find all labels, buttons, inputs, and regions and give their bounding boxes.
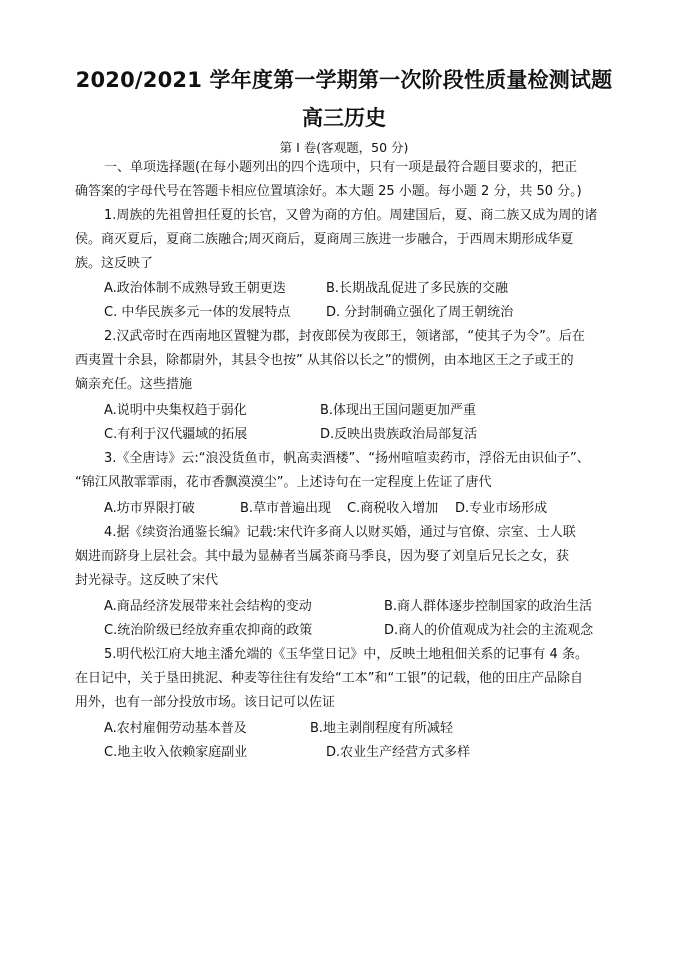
- question-5-option-a: A.农村雇佣劳动基本普及: [104, 721, 247, 736]
- question-1-option-a: A.政治体制不成熟导致王朝更迭: [104, 281, 286, 296]
- question-5-stem: 5.明代松江府大地主潘允端的《玉华堂日记》中，反映土地租佃关系的记事有 4 条。: [104, 647, 588, 662]
- question-2-stem: 嫡亲充任。这些措施: [75, 377, 193, 392]
- question-5-stem: 用外，也有一部分投放市场。该日记可以佐证: [75, 695, 336, 710]
- question-1-stem: 侯。商灭夏后，夏商二族融合;周灭商后，夏商周三族进一步融合，于西周末期形成华夏: [75, 232, 574, 247]
- question-4-stem: 封光禄寺。这反映了宋代: [75, 573, 219, 588]
- question-1-stem: 1.周族的先祖曾担任夏的长官，又曾为商的方伯。周建国后，夏、商二族又成为周的诸: [104, 208, 598, 223]
- question-2-option-d: D.反映出贵族政治局部复活: [320, 427, 478, 442]
- question-3-stem: 3.《全唐诗》云:“浪没货鱼市，帆高卖酒楼”、“扬州喧喧卖药市，浮俗无由识仙子”、: [104, 451, 590, 466]
- question-4-option-c: C.统治阶级已经放弃重农抑商的政策: [104, 623, 313, 638]
- question-3-option-c: C.商税收入增加: [347, 501, 439, 516]
- question-5-option-b: B.地主剥削程度有所减轻: [310, 721, 454, 736]
- question-5-option-c: C.地主收入依赖家庭副业: [104, 745, 248, 760]
- question-4-option-a: A.商品经济发展带来社会结构的变动: [104, 599, 312, 614]
- question-4-option-d: D.商人的价值观成为社会的主流观念: [384, 623, 594, 638]
- question-4-option-b: B.商人群体逐步控制国家的政治生活: [384, 599, 593, 614]
- question-2-option-b: B.体现出王国问题更加严重: [320, 403, 477, 418]
- question-4-stem: 4.据《续资治通鉴长编》记载:宋代许多商人以财买婚，通过与官僚、宗室、士人联: [104, 525, 576, 540]
- instructions-line: 一、单项选择题(在每小题列出的四个选项中，只有一项是最符合题目要求的，把正: [104, 160, 578, 175]
- question-1-option-c: C. 中华民族多元一体的发展特点: [104, 305, 291, 320]
- question-2-stem: 西夷置十余县，除都尉外，其县令也按” 从其俗以长之”的惯例，由本地区王之子或王的: [75, 353, 574, 368]
- question-2-option-c: C.有利于汉代疆域的拓展: [104, 427, 248, 442]
- question-4-stem: 姻进而跻身上层社会。其中最为显赫者当属茶商马季良，因为娶了刘皇后兄长之女，获: [75, 549, 570, 564]
- exam-subject: 高三历史: [302, 106, 386, 130]
- question-5-stem: 在日记中，关于垦田挑泥、种麦等往往有发给“工本”和“工银”的记载，他的田庄产品除自: [75, 671, 583, 686]
- instructions-line: 确答案的字母代号在答题卡相应位置填涂好。本大题 25 小题。每小题 2 分，共 50 分。): [75, 184, 582, 199]
- question-3-stem: “锦江风散霏霏雨，花市香飘漠漠尘”。上述诗句在一定程度上佐证了唐代: [75, 475, 492, 490]
- section-heading: 第 I 卷(客观题，50 分): [279, 140, 409, 155]
- question-1-stem: 族。这反映了: [75, 256, 154, 271]
- question-2-stem: 2.汉武帝时在西南地区置犍为郡，封夜郎侯为夜郎王，领诸部，“使其子为令”。后在: [104, 329, 585, 344]
- question-3-option-a: A.坊市界限打破: [104, 501, 195, 516]
- question-1-option-d: D. 分封制确立强化了周王朝统治: [326, 305, 514, 320]
- question-3-option-b: B.草市普遍出现: [240, 501, 332, 516]
- question-3-option-d: D.专业市场形成: [455, 501, 548, 516]
- question-1-option-b: B.长期战乱促进了多民族的交融: [326, 281, 509, 296]
- exam-title: 2020/2021 学年度第一学期第一次阶段性质量检测试题: [75, 68, 613, 92]
- question-2-option-a: A.说明中央集权趋于弱化: [104, 403, 247, 418]
- question-5-option-d: D.农业生产经营方式多样: [326, 745, 471, 760]
